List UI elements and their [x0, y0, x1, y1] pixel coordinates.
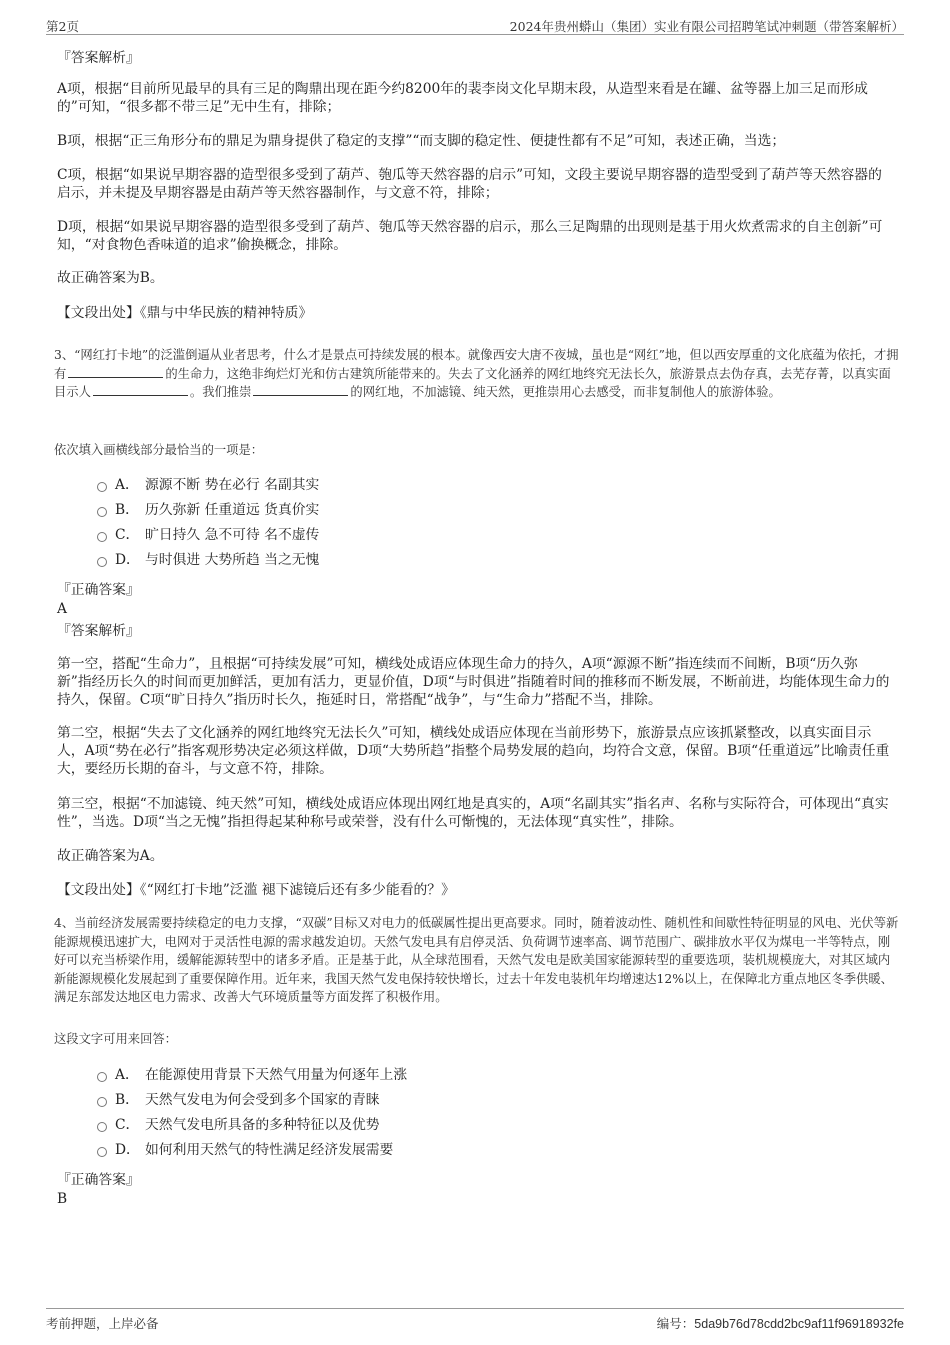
stem-text: 的网红地，不加滤镜、纯天然，更推崇用心去感受，而非复制他人的旅游体验。	[350, 385, 781, 399]
option-label: C．	[115, 1117, 140, 1133]
analysis-paragraph: B项，根据“正三角形分布的鼎足为鼎身提供了稳定的支撑”“而支脚的稳定性、便捷性都有不足”可知，表述正确，当选；	[57, 133, 786, 149]
source-citation: 【文段出处】《鼎与中华民族的精神特质》	[57, 305, 313, 321]
radio-icon[interactable]	[97, 532, 107, 542]
correct-answer: A	[57, 601, 67, 617]
option-text: 源源不断 势在必行 名副其实	[145, 477, 320, 493]
radio-icon[interactable]	[97, 1147, 107, 1157]
analysis-label: 『答案解析』	[57, 623, 140, 639]
question-prompt: 依次填入画横线部分最恰当的一项是：	[54, 443, 264, 457]
question-stem: 4、当前经济发展需要持续稳定的电力支撑，“双碳”目标又对电力的低碳属性提出更高要求。同时，随着波动性、随机性和间歇性特征明显的风电、光伏等新能源规模迅速扩大，电网对于灵活性电源的需求越发迫切。天然气发电具有启停灵活、负荷调节速率高、调节范围广、碳排放水平仅为煤电一半等特点，刚好可以充当桥梁作用，缓解能源转型中的诸多矛盾。正是基于此，从全球范围看，天然气发电是欧美国家能源转型的重要选项，装机规模庞大，对其区域内新能源规模化发展起到了重要保障作用。近年来，我国天然气发电保持较快增长，过去十年发电装机年均增速达12%以上，在保障北方重点地区冬季供暖、满足东部发达地区电力需求、改善大气环境质量等方面发挥了积极作用。	[54, 916, 899, 1004]
option-text: 天然气发电所具备的多种特征以及优势	[145, 1117, 380, 1133]
option-text: 历久弥新 任重道远 货真价实	[145, 502, 320, 518]
radio-icon[interactable]	[97, 1072, 107, 1082]
option-text: 旷日持久 急不可待 名不虚传	[145, 527, 320, 543]
radio-icon[interactable]	[97, 1097, 107, 1107]
option-text: 天然气发电为何会受到多个国家的青睐	[145, 1092, 380, 1108]
option-text: 与时俱进 大势所趋 当之无愧	[145, 552, 320, 568]
document-code	[657, 1314, 904, 1332]
radio-icon[interactable]	[97, 557, 107, 567]
footer-divider	[46, 1308, 904, 1309]
fill-blank-1	[68, 365, 163, 378]
option-label: D．	[115, 552, 140, 568]
correct-answer-label: 『正确答案』	[57, 1172, 140, 1188]
header-divider	[46, 34, 904, 35]
question-prompt: 这段文字可用来回答：	[54, 1032, 177, 1046]
fill-blank-2	[93, 383, 188, 396]
radio-icon[interactable]	[97, 1122, 107, 1132]
source-citation: 【文段出处】《“网红打卡地”泛滥 褪下滤镜后还有多少能看的？》	[57, 882, 455, 898]
option-label: A．	[115, 477, 139, 493]
option-text: 如何利用天然气的特性满足经济发展需要	[145, 1142, 394, 1158]
footer-slogan: 考前押题，上岸必备	[46, 1316, 159, 1331]
radio-icon[interactable]	[97, 507, 107, 517]
analysis-label: 『答案解析』	[57, 50, 140, 66]
radio-icon[interactable]	[97, 482, 107, 492]
correct-answer-label: 『正确答案』	[57, 582, 140, 598]
analysis-paragraph: C项，根据“如果说早期容器的造型很多受到了葫芦、匏瓜等天然容器的启示”可知，文段主要说早期容器的造型受到了葫芦等天然容器的启示，并未提及早期容器是由葫芦等天然容器制作，与文意不符，排除；	[57, 167, 882, 201]
option-label: D．	[115, 1142, 140, 1158]
question-stem	[54, 346, 899, 402]
analysis-paragraph: D项，根据“如果说早期容器的造型很多受到了葫芦、匏瓜等天然容器的启示，那么三足陶鼎的出现则是基于用火炊煮需求的自主创新”可知，“对食物色香味道的追求”偷换概念，排除。	[57, 219, 883, 253]
stem-text: 的生命力，这绝非绚烂灯光和仿古建筑所能带来的。失去了文化涵养的网红地终究无法长久，旅游景点去伪存真，去芜存菁，以真实面目示人	[54, 366, 891, 399]
option-label: B．	[115, 1092, 139, 1108]
document-code-value: 5da9b76d78cdd2bc9af11f96918932fe	[694, 1317, 904, 1331]
stem-text: 。我们推崇	[189, 385, 252, 399]
document-title: 2024年贵州蟒山（集团）实业有限公司招聘笔试冲刺题（带答案解析）	[509, 19, 904, 34]
fill-blank-3	[253, 383, 348, 396]
analysis-conclusion: 故正确答案为A。	[57, 848, 164, 864]
option-label: A．	[115, 1067, 139, 1083]
page-number: 第2页	[46, 19, 79, 34]
document-code-label: 编号：	[656, 1316, 695, 1331]
analysis-paragraph: A项，根据“目前所见最早的具有三足的陶鼎出现在距今约8200年的裴李岗文化早期末段，从造型来看是在罐、盆等器上加三足而形成的”可知，“很多都不带三足”无中生有，排除；	[57, 81, 868, 115]
option-label: B．	[115, 502, 139, 518]
analysis-paragraph: 第三空，根据“不加滤镜、纯天然”可知，横线处成语应体现出网红地是真实的，A项“名副其实”指名声、名称与实际符合，可体现出“真实性”，当选。D项“当之无愧”指担得起某种称号或荣誉，没有什么可惭愧的，无法体现“真实性”，排除。	[57, 796, 889, 830]
option-text: 在能源使用背景下天然气用量为何逐年上涨	[145, 1067, 408, 1083]
correct-answer: B	[57, 1191, 68, 1207]
analysis-paragraph: 第一空，搭配“生命力”，且根据“可持续发展”可知，横线处成语应体现生命力的持久，A项“源源不断”指连续而不间断，B项“历久弥新”指经历长久的时间而更加鲜活，更加有活力，更显价值，D项“与时俱进”指随着时间的推移而不断发展，不断前进，均能体现生命力的持久，保留。C项“旷日持久”指历时长久，拖延时日，常搭配“战争”，与“生命力”搭配不当，排除。	[57, 656, 890, 708]
option-label: C．	[115, 527, 140, 543]
analysis-conclusion: 故正确答案为B。	[57, 270, 164, 286]
stem-text: 3、“网红打卡地”的泛滥倒逼从业者思考，什么才是景点可持续发展的根本。就像西安大唐不夜城，虽也是“网红”地，但以西安厚重的文化底蕴为依托，才拥有	[54, 348, 899, 381]
analysis-paragraph: 第二空，根据“失去了文化涵养的网红地终究无法长久”可知，横线处成语应体现在当前形势下，旅游景点应该抓紧整改，以真实面目示人，A项“势在必行”指客观形势决定必须这样做，D项“大势所趋”指整个局势发展的趋向，均符合文意，保留。B项“任重道远”比喻责任重大，要经历长期的奋斗，与文意不符，排除。	[57, 725, 890, 777]
